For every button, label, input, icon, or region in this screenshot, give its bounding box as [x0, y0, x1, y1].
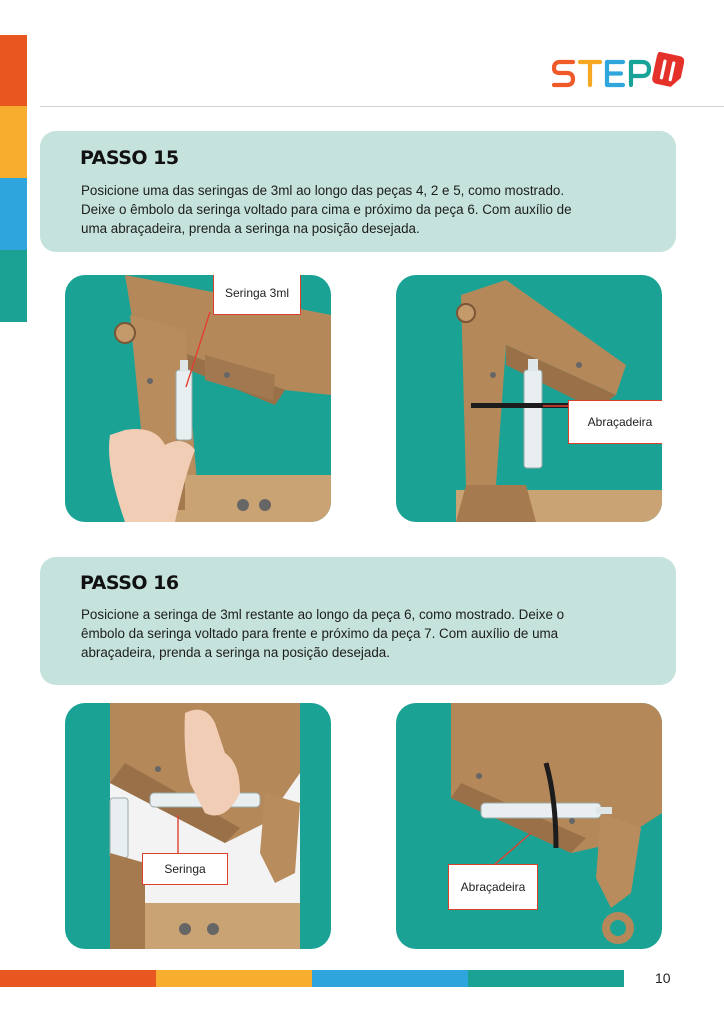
side-bar-teal — [0, 250, 27, 322]
header-divider — [40, 106, 724, 107]
step-16-photo-right — [396, 703, 662, 949]
step-16-line-2: êmbolo da seringa voltado para frente e próximo da peça 7. Com auxílio de uma — [81, 626, 559, 641]
bottom-bar-orange — [0, 970, 156, 987]
side-bar-orange — [0, 35, 27, 106]
step-logo — [551, 48, 691, 94]
callout-clamp-2: Abraçadeira — [448, 864, 538, 910]
callout-syringe: Seringa — [142, 853, 228, 885]
side-bar-yellow — [0, 106, 27, 178]
step-15-photo-right — [396, 275, 662, 522]
side-bar-blue — [0, 178, 27, 250]
callout-syringe-3ml: Seringa 3ml — [213, 275, 301, 315]
bottom-bar-teal — [468, 970, 624, 987]
step-15-line-1: Posicione uma das seringas de 3ml ao longo das peças 4, 2 e 5, como mostrado. — [81, 183, 565, 198]
bottom-bar-blue — [312, 970, 468, 987]
step-15-title: PASSO 15 — [80, 147, 179, 169]
bottom-bar-yellow — [156, 970, 312, 987]
step-15-line-3: uma abraçadeira, prenda a seringa na posição desejada. — [81, 221, 420, 236]
step-16-line-1: Posicione a seringa de 3ml restante ao longo da peça 6, como mostrado. Deixe o — [81, 607, 565, 622]
callout-clamp-1: Abraçadeira — [568, 400, 662, 444]
page-number: 10 — [655, 970, 671, 986]
clamped-syringe-illustration — [396, 275, 662, 522]
step-16-text — [81, 605, 651, 662]
step-15-box — [40, 131, 676, 252]
step-16-box — [40, 557, 676, 685]
step-16-line-3: abraçadeira, prenda a seringa na posição desejada. — [81, 645, 390, 660]
syringe-forward-illustration — [65, 703, 331, 949]
step-16-title: PASSO 16 — [80, 572, 179, 594]
step-16-photo-left — [65, 703, 331, 949]
step-15-text — [81, 181, 651, 238]
clamped-forward-syringe-illustration — [396, 703, 662, 949]
step-15-photo-left — [65, 275, 331, 522]
step-15-line-2: Deixe o êmbolo da seringa voltado para cima e próximo da peça 6. Com auxílio de — [81, 202, 572, 217]
